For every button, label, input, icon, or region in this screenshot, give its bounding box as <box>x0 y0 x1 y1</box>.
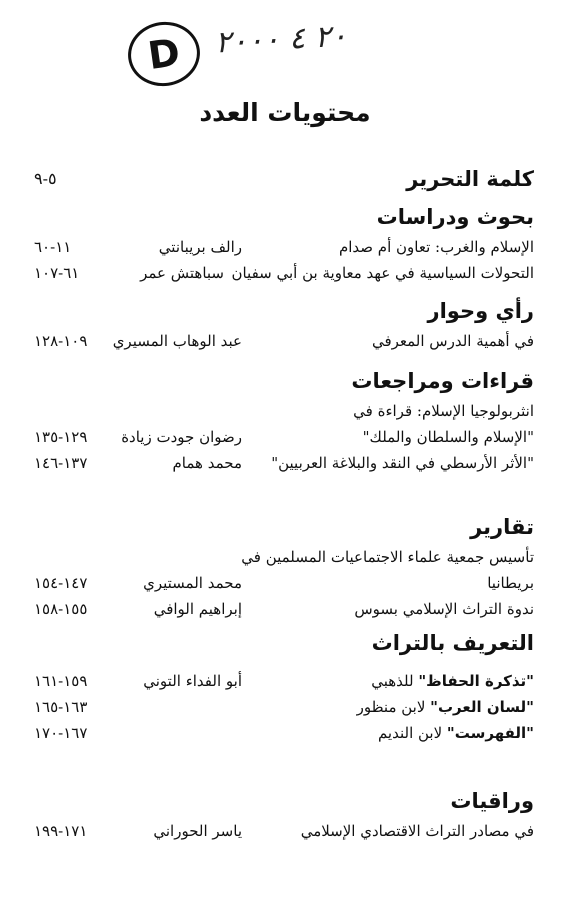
item-author: عبد الوهاب المسيري <box>112 332 242 350</box>
page-range: ١٣٧-١٤٦ <box>34 454 88 472</box>
item-author: رضوان جودت زيادة <box>121 428 242 446</box>
item-author: محمد المستيري <box>143 574 242 592</box>
item-title-bold: "لسان العرب" <box>430 698 534 716</box>
page-range: ١٥٥-١٥٨ <box>34 600 88 618</box>
item-title-rest: لابن منظور <box>356 698 431 716</box>
item-title-bold: "الفهرست" <box>446 724 534 742</box>
section-opinion <box>34 294 534 354</box>
stamp-circle <box>124 17 204 90</box>
page-range: ٥-٩ <box>34 169 57 188</box>
list-item <box>34 720 534 746</box>
section-heading: وراقيات <box>450 789 534 813</box>
page-range: ١٢٩-١٣٥ <box>34 428 88 446</box>
item-title-bold: "تذكرة الحفاظ" <box>418 672 534 690</box>
item-title-rest: للذهبي <box>371 672 419 690</box>
section-heading: كلمة التحرير <box>406 167 534 191</box>
item-author: ياسر الحوراني <box>153 822 242 840</box>
page-range: ١٤٧-١٥٤ <box>34 574 88 592</box>
item-title: في أهمية الدرس المعرفي <box>371 332 534 350</box>
item-author: سباهتش عمر <box>140 264 224 282</box>
item-author: رالف بريبانتي <box>158 238 242 256</box>
section-reports <box>34 510 534 622</box>
item-title: تأسيس جمعية علماء الاجتماعيات المسلمين في <box>241 548 534 566</box>
item-title: بريطانيا <box>487 574 534 592</box>
section-heritage <box>34 626 534 746</box>
list-item <box>34 596 534 622</box>
section-research <box>34 200 534 286</box>
item-title: انثربولوجيا الإسلام: قراءة في <box>353 402 534 420</box>
page-range: ١٦٧-١٧٠ <box>34 724 88 742</box>
item-author: محمد همام <box>172 454 242 472</box>
item-author: إبراهيم الوافي <box>153 600 242 618</box>
list-item <box>34 424 534 450</box>
list-item <box>34 450 534 476</box>
page-range: ١١-٦٠ <box>34 238 72 256</box>
item-title: "الأثر الأرسطي في النقد والبلاغة العربيين" <box>271 454 534 472</box>
list-item <box>34 694 534 720</box>
section-heading: بحوث ودراسات <box>376 205 534 229</box>
item-title-rest: لابن النديم <box>377 724 447 742</box>
list-item <box>34 818 534 844</box>
section-heading: التعريف بالتراث <box>371 631 534 655</box>
item-author: أبو الفداء التوني <box>143 672 242 690</box>
handwritten-note: ٢٠ ٤ ٢٠٠٠ <box>214 18 348 61</box>
section-reviews <box>34 364 534 476</box>
section-heading: قراءات ومراجعات <box>351 369 534 393</box>
section-heading: تقارير <box>470 515 534 539</box>
page-range: ١٥٩-١٦١ <box>34 672 88 690</box>
section-editorial <box>34 162 534 196</box>
item-title: في مصادر التراث الاقتصادي الإسلامي <box>300 822 534 840</box>
section-heading: رأي وحوار <box>427 299 534 323</box>
item-title: الإسلام والغرب: تعاون أم صدام <box>338 238 534 256</box>
item-title: التحولات السياسية في عهد معاوية بن أبي سفيان <box>231 264 534 282</box>
page-title: محتويات العدد <box>199 98 371 127</box>
list-item <box>34 668 534 694</box>
item-title: ندوة التراث الإسلامي بسوس <box>354 600 534 618</box>
stamp-letter: D <box>145 30 183 78</box>
list-item <box>34 544 534 570</box>
item-title: "الإسلام والسلطان والملك" <box>362 428 534 446</box>
list-item <box>34 260 534 286</box>
list-item <box>34 234 534 260</box>
list-item <box>34 570 534 596</box>
list-item <box>34 398 534 424</box>
page-range: ١٠٩-١٢٨ <box>34 332 88 350</box>
list-item <box>34 328 534 354</box>
page-range: ١٦٣-١٦٥ <box>34 698 88 716</box>
page-range: ٦١-١٠٧ <box>34 264 80 282</box>
section-papers <box>34 784 534 844</box>
page-range: ١٧١-١٩٩ <box>34 822 88 840</box>
